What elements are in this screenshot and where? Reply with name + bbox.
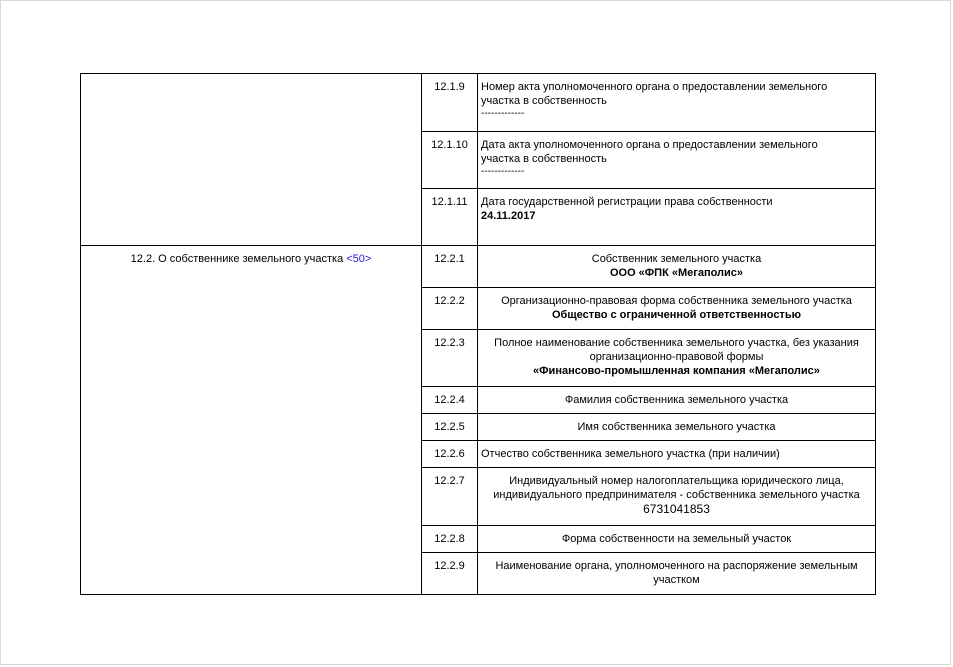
- row-number: 12.1.10: [422, 132, 478, 189]
- row-value: ООО «ФПК «Мегаполис»: [609, 267, 744, 279]
- row-label: участка в собственность: [481, 95, 607, 107]
- row-content: [478, 414, 876, 441]
- row-number: 12.2.7: [422, 468, 478, 526]
- row-content: [478, 132, 876, 189]
- row-number: 12.2.8: [422, 526, 478, 553]
- row-label: Наименование органа, уполномоченного на распоряжение земельным: [495, 560, 858, 572]
- row-content: [478, 189, 876, 246]
- row-content: [478, 74, 876, 132]
- row-label: Форма собственности на земельный участок: [561, 533, 792, 545]
- row-label: участка в собственность: [481, 153, 607, 165]
- row-label: организационно-правовой формы: [589, 351, 764, 363]
- row-value: -------------: [481, 108, 525, 119]
- row-number: 12.2.2: [422, 288, 478, 330]
- row-number: 12.2.1: [422, 246, 478, 288]
- row-content: [478, 526, 876, 553]
- row-label: Дата государственной регистрации права собственности: [481, 196, 773, 208]
- row-number: 12.2.6: [422, 441, 478, 468]
- row-label: Отчество собственника земельного участка (при наличии): [481, 448, 780, 460]
- row-content: [478, 553, 876, 595]
- row-number: 12.2.5: [422, 414, 478, 441]
- row-label: Организационно-правовая форма собственника земельного участка: [501, 295, 852, 307]
- row-label: Индивидуальный номер налогоплательщика юридического лица,: [509, 475, 844, 487]
- table-row: [81, 74, 876, 132]
- row-content: [478, 288, 876, 330]
- row-content: [478, 387, 876, 414]
- registry-table: [80, 73, 876, 595]
- section-12-2-title-cell: [81, 246, 422, 595]
- row-value: 24.11.2017: [481, 210, 536, 222]
- row-number: 12.1.9: [422, 74, 478, 132]
- row-value: 6731041853: [643, 502, 710, 516]
- row-label: Имя собственника земельного участка: [577, 421, 776, 433]
- row-number: 12.1.11: [422, 189, 478, 246]
- row-content: [478, 330, 876, 387]
- row-label: Номер акта уполномоченного органа о предоставлении земельного: [481, 81, 828, 93]
- row-value: «Финансово-промышленная компания «Мегаполис»: [533, 365, 820, 377]
- row-label: Дата акта уполномоченного органа о предоставлении земельного: [481, 139, 818, 151]
- row-content: [478, 246, 876, 288]
- row-number: 12.2.9: [422, 553, 478, 595]
- row-number: 12.2.3: [422, 330, 478, 387]
- row-value: Общество с ограниченной ответственностью: [552, 309, 801, 321]
- row-label: индивидуального предпринимателя - собственника земельного участка: [493, 489, 860, 501]
- row-content: [478, 441, 876, 468]
- row-label: Полное наименование собственника земельного участка, без указания: [494, 337, 859, 349]
- row-value: -------------: [481, 166, 525, 177]
- footnote-link[interactable]: <50>: [346, 253, 372, 265]
- row-label: Собственник земельного участка: [591, 253, 762, 265]
- section-12-1-cell: [81, 74, 422, 246]
- row-label: Фамилия собственника земельного участка: [564, 394, 789, 406]
- section-title: 12.2. О собственнике земельного участка: [130, 253, 344, 265]
- row-label: участком: [653, 574, 700, 586]
- table-row: [81, 246, 876, 288]
- row-content: [478, 468, 876, 526]
- row-number: 12.2.4: [422, 387, 478, 414]
